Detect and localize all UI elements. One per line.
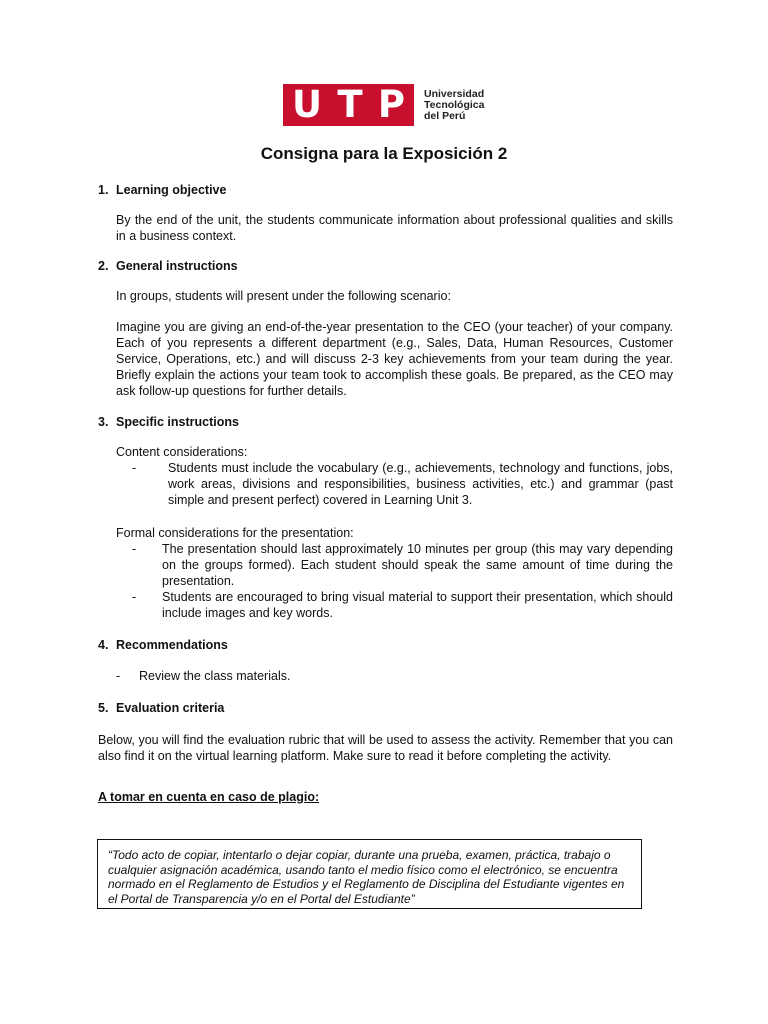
bullet-dash: - <box>132 542 137 556</box>
general-instructions-scenario: Imagine you are giving an end-of-the-year presentation to the CEO (your teacher) of your company. Each of you represents a different department (e.g., Sales, Data, Human Resources, Customer Service, Operations, etc.) and will discuss 2-3 key achievements from your team during the year. Briefly explain the actions your team took to accomplish these goals. Be prepared, as the CEO may ask follow-up questions for further details. <box>116 320 673 398</box>
section-number: 4. <box>98 638 109 652</box>
formal-considerations-label: Formal considerations for the presentation: <box>116 526 354 540</box>
logo-wordmark <box>424 89 484 122</box>
section-4-heading <box>98 637 673 653</box>
learning-objective-text: By the end of the unit, the students communicate information about professional qualities and skills in a business context. <box>116 213 673 243</box>
list-item <box>116 460 673 508</box>
section-2-heading <box>98 258 673 274</box>
utp-logo <box>283 84 484 126</box>
list-item-text: Students are encouraged to bring visual material to support their presentation, which should include images and key words. <box>162 590 673 620</box>
section-number: 5. <box>98 701 109 715</box>
general-instructions-intro: In groups, students will present under the following scenario: <box>116 289 451 303</box>
logo-word-1: Universidad <box>424 87 485 100</box>
bullet-dash: - <box>132 461 137 475</box>
section-5-heading <box>98 700 673 716</box>
utp-logo-block <box>283 84 414 126</box>
logo-letter-t: T <box>337 83 363 126</box>
section-number: 3. <box>98 415 109 429</box>
plagiarism-heading: A tomar en cuenta en caso de plagio: <box>98 790 320 804</box>
list-item-text: The presentation should last approximately 10 minutes per group (this may vary depending on the groups formed). Each student should speak the same amount of time during the presentation. <box>162 542 673 588</box>
bullet-dash: - <box>116 669 121 683</box>
plagiarism-quote-box <box>97 839 642 909</box>
document-body <box>98 182 673 805</box>
logo-word-3: del Perú <box>424 109 466 122</box>
section-1-heading <box>98 182 673 198</box>
page-title: Consigna para la Exposición 2 <box>260 144 508 163</box>
plagiarism-quote: “Todo acto de copiar, intentarlo o dejar copiar, durante una prueba, examen, práctica, trabajo o cualquier asignación académica, usando tanto el medio físico como el electrónico, se encuentra normado en el Reglamento de Estudios y el Reglamento de Disciplina del Estudiante vigentes en el Portal de Transparencia y/o en el Portal del Estudiante” <box>108 848 625 906</box>
content-considerations-label: Content considerations: <box>116 445 248 459</box>
list-item-text: Students must include the vocabulary (e.g., achievements, technology and functions, jobs, work areas, divisions and responsibilities, business activities, etc.) and grammar (past simple and present perfect) covered in Learning Unit 3. <box>168 461 673 507</box>
section-number: 2. <box>98 259 109 273</box>
evaluation-criteria-text: Below, you will find the evaluation rubric that will be used to assess the activity. Remember that you can also find it on the virtual learning platform. Make sure to read it before completing the activity. <box>98 733 673 763</box>
section-title: General instructions <box>116 259 238 273</box>
list-item <box>116 541 673 589</box>
section-title: Specific instructions <box>116 415 239 429</box>
section-title: Learning objective <box>116 183 227 197</box>
logo-word-2: Tecnológica <box>424 98 485 111</box>
section-title: Recommendations <box>116 638 228 652</box>
section-number: 1. <box>98 183 109 197</box>
section-3-heading <box>98 414 673 430</box>
section-title: Evaluation criteria <box>116 701 225 715</box>
list-item <box>116 589 673 621</box>
logo-letter-p: P <box>377 83 405 126</box>
logo-letter-u: U <box>292 83 323 126</box>
list-item-text: Review the class materials. <box>139 669 291 683</box>
list-item <box>116 668 673 684</box>
bullet-dash: - <box>132 590 137 604</box>
